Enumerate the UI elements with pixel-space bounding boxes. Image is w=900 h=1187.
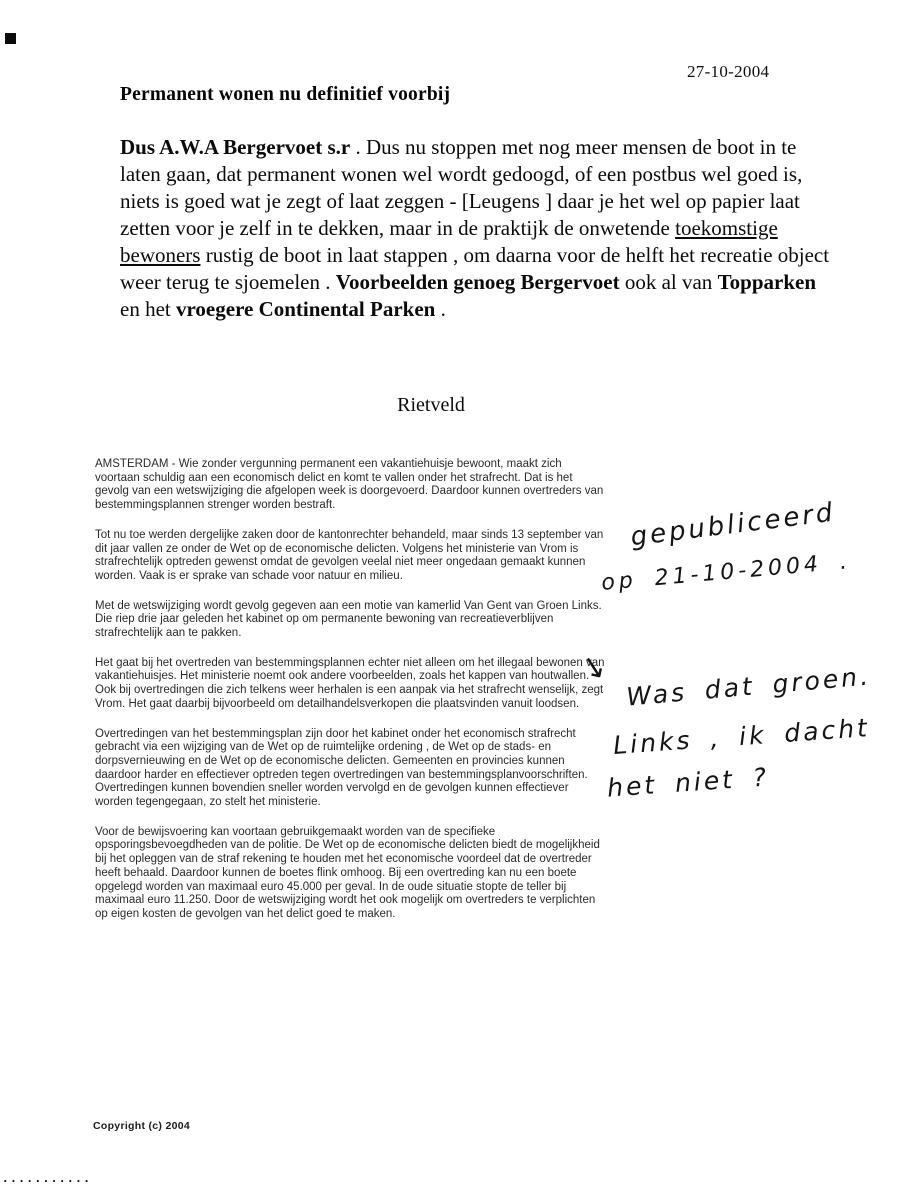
intro-text-segment: . Dus nu stoppen met nog meer mensen de boot in te laten gaan, dat permanent wonen wel wordt gedoogd, of een postbus wel goed is, niets is goed wat je zegt of laat zeggen - [Leugens ] daar je het wel op papier laat zetten voor je zelf in te dekken, maar in de praktijk de onwetende xyxy=(120,135,803,240)
intro-bold-text: vroegere Continental Parken xyxy=(175,297,436,321)
article-paragraph: Het gaat bij het overtreden van bestemmingsplannen echter niet alleen om het illegaal bewonen van vakantiehuisjes. Het ministerie noemt ook andere voorbeelden, zoals het kappen van houtwallen. Ook bij overtredingen die zich telkens weer herhalen is een aanpak via het strafrecht wenselijk, zegt Vrom. Het gaat daarbij bijvoorbeeld om detailhandelsverkopen die plaatsvinden vanuit loodsen. xyxy=(95,656,605,710)
document-title: Permanent wonen nu definitief voorbij xyxy=(120,84,451,105)
handwritten-note-line-2: Links , ik dacht xyxy=(612,713,871,760)
article-paragraph: AMSTERDAM - Wie zonder vergunning permanent een vakantiehuisje bewoont, maakt zich voortaan schuldig aan een economisch delict en komt te vallen onder het strafrecht. Dat is het gevolg van een wetswijziging die afgelopen week is doorgevoerd. Daardoor kunnen overtreders van bestemmingsplannen strenger worden bestraft. xyxy=(95,458,604,512)
intro-bold-lead: Dus A.W.A Bergervoet s.r xyxy=(120,135,351,159)
dotted-scan-line: ........... xyxy=(2,1172,92,1185)
handwritten-note-published: gepubliceerd xyxy=(628,497,837,553)
intro-paragraph xyxy=(120,134,834,323)
intro-text-segment: ook al van xyxy=(619,270,718,294)
intro-text-segment: rustig de boot in laat stappen , om daarna voor de helft het recreatie object weer terug te sjoemelen . xyxy=(120,243,830,294)
intro-bold-text: Topparken xyxy=(717,270,816,294)
handwritten-note-line-1: Was dat groen. xyxy=(625,661,873,712)
arrow-down-right-icon: ↘ xyxy=(577,647,613,688)
signature-name: Rietveld xyxy=(397,394,465,416)
intro-text-segment: en het xyxy=(120,297,176,321)
intro-text-segment: . xyxy=(435,297,446,321)
article-paragraph: Tot nu toe werden dergelijke zaken door de kantonrechter behandeld, maar sinds 13 september van dit jaar vallen ze onder de Wet op de economische delicten. Volgens het ministerie van Vrom is strafrechtelijk optreden gewenst omdat de gevolgen veelal niet meer ongedaan gemaakt kunnen worden. Vaak is er sprake van schade voor natuur en milieu. xyxy=(95,528,604,582)
article-paragraph: Met de wetswijziging wordt gevolg gegeven aan een motie van kamerlid Van Gent van Groen Links. Die riep drie jaar geleden het kabinet op om permanente bewoning van recreatieverblijven strafrechtelijk aan te pakken. xyxy=(95,599,602,640)
handwritten-note-published-date: op 21-10-2004 . xyxy=(600,549,852,596)
scan-artifact-mark xyxy=(5,33,16,44)
article-paragraph: Voor de bewijsvoering kan voortaan gebruikgemaakt worden van de specifieke opsporingsbevoegdheden van de politie. De Wet op de economische delicten biedt de mogelijkheid bij het opleggen van de straf rekening te houden met het economische voordeel dat de overtreder heeft behaald. Daardoor kunnen de boetes flink omhoog. Bij een overtreding kan nu een boete opgelegd worden van maximaal euro 45.000 per geval. In de oude situatie stopte de teller bij maximaal euro 11.250. Door de wetswijziging wordt het ook mogelijk om overtreders te verplichten op eigen kosten de gevolgen van het delict goed te maken. xyxy=(95,825,600,920)
intro-underlined-text: toekomstige bewoners xyxy=(120,216,778,267)
article-paragraph: Overtredingen van het bestemmingsplan zijn door het kabinet onder het economisch strafrecht gebracht via een wijziging van de Wet op de ruimtelijke ordening , de Wet op de stads- en dorpsvernieuwing en de Wet op de economische delicten. Gemeenten en provincies kunnen daardoor harder en effectiever optreden tegen overtredingen van bestemmingsplanvoorschriften. Overtredingen kunnen bovendien sneller worden vervolgd en de gevolgen kunnen effectiever worden tegengegaan, zo stelt het ministerie. xyxy=(95,727,588,809)
copyright-line: Copyright (c) 2004 xyxy=(93,1120,191,1132)
document-date: 27-10-2004 xyxy=(687,62,770,81)
handwritten-note-line-3: het niet ? xyxy=(606,762,770,803)
news-article xyxy=(95,458,609,938)
intro-bold-text: Voorbeelden genoeg Bergervoet xyxy=(335,270,620,294)
